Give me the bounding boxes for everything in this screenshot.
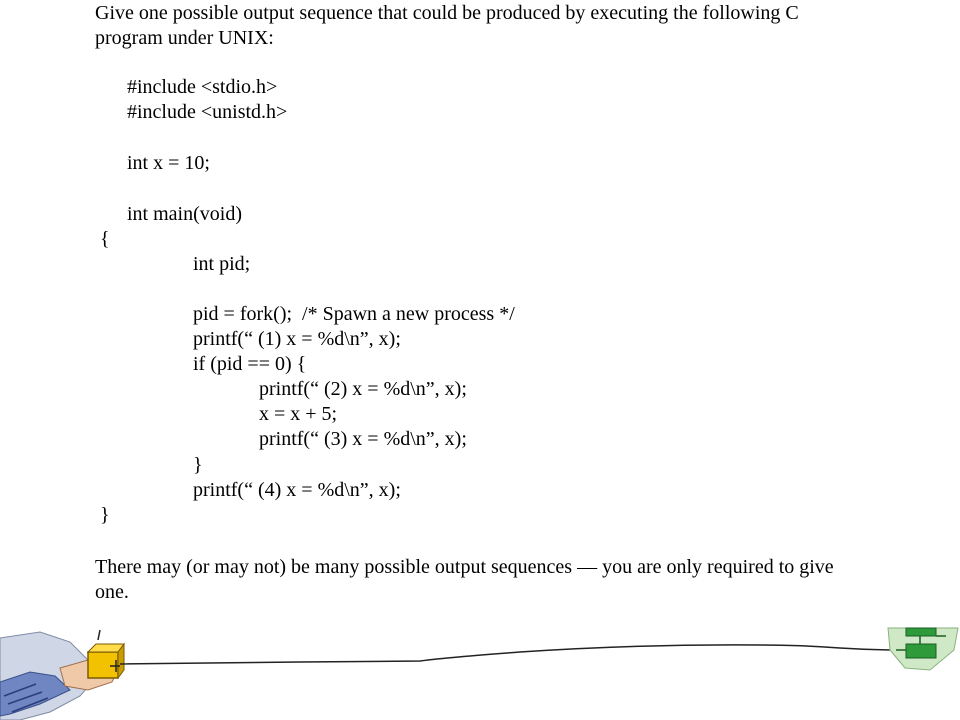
code-fork-call: pid = fork(); /* Spawn a new process */ — [193, 303, 515, 325]
code-increment: x = x + 5; — [259, 403, 338, 425]
network-wire — [120, 645, 910, 664]
code-pid-declaration: int pid; — [193, 253, 251, 275]
code-if-statement: if (pid == 0) { — [193, 353, 307, 375]
code-printf-4: printf(“ (4) x = %d\n”, x); — [193, 479, 401, 501]
code-include-stdio: #include <stdio.h> — [127, 76, 278, 98]
code-global-declaration: int x = 10; — [127, 152, 210, 174]
code-printf-3: printf(“ (3) x = %d\n”, x); — [259, 428, 467, 450]
code-close-brace: } — [100, 504, 110, 526]
code-include-unistd: #include <unistd.h> — [127, 101, 288, 123]
question-line-2: program under UNIX: — [95, 27, 274, 49]
note-line-2: one. — [95, 581, 129, 603]
note-line-1: There may (or may not) be many possible output sequences — you are only required to give — [95, 556, 834, 578]
code-printf-1: printf(“ (1) x = %d\n”, x); — [193, 328, 401, 350]
code-open-brace: { — [100, 228, 110, 250]
code-printf-2: printf(“ (2) x = %d\n”, x); — [259, 378, 467, 400]
code-main-declaration: int main(void) — [127, 203, 242, 225]
footer-decoration — [0, 600, 960, 720]
network-node-icon — [888, 628, 958, 670]
code-if-close-brace: } — [193, 454, 203, 476]
question-line-1: Give one possible output sequence that could be produced by executing the following C — [95, 2, 799, 24]
hand-holding-box-icon — [0, 630, 124, 720]
